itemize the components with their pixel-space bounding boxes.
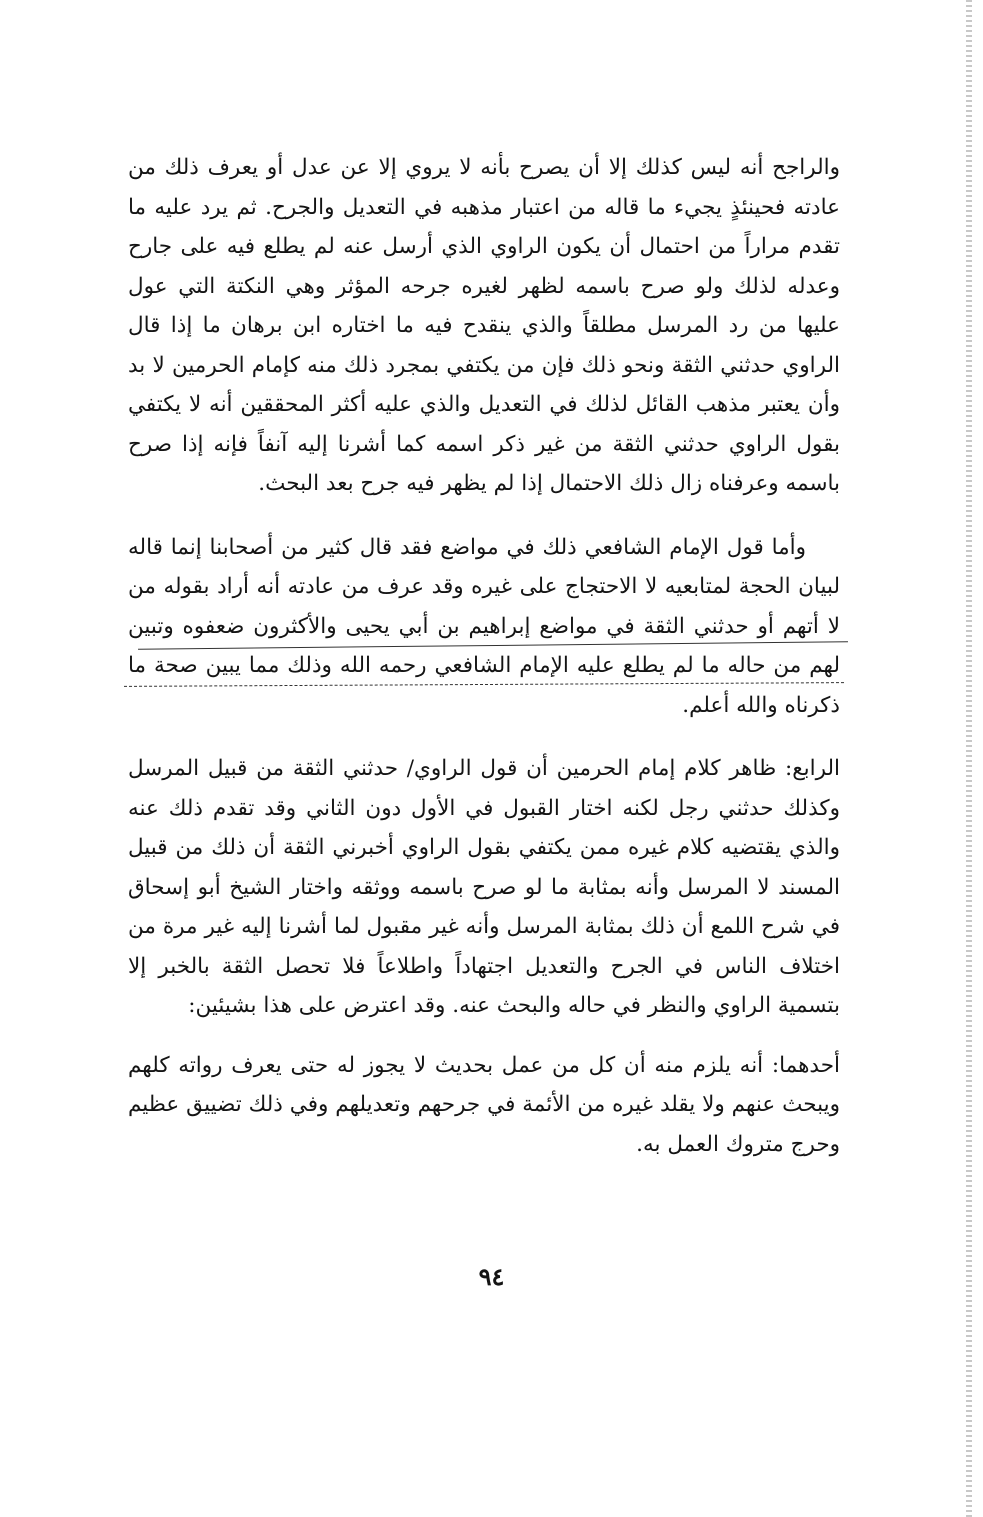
- paragraph-4-text: أحدهما: أنه يلزم منه أن كل من عمل بحديث لا يجوز له حتى يعرف رواته كلهم ويبحث عنهم ولا يقلد غيره من الأئمة في جرحهم وتعديلهم وفي ذلك تضييق عظيم وحرج متروك العمل به.: [128, 1052, 840, 1157]
- paragraph-3-text: الرابع: ظاهر كلام إمام الحرمين أن قول الراوي/ حدثني الثقة من قبيل المرسل وكذلك حدثني رجل لكنه اختار القبول في الأول دون الثاني وقد تقدم ذلك عنه والذي يقتضيه كلام غيره ممن يكتفي بقول الراوي أخبرني الثقة أن ذلك من قبيل المسند لا المرسل وأنه بمثابة ما لو صرح باسمه ووثقه واختار الشيخ أبو إسحاق في شرح اللمع أن ذلك بمثابة المرسل وأنه غير مقبول لما أشرنا إليه غير مرة من اختلاف الناس في الجرح والتعديل اجتهاداً واطلاعاً فلا تحصل الثقة بالخبر إلا بتسمية الراوي والنظر في حاله والبحث عنه. وقد اعترض على هذا بشيئين:: [128, 756, 841, 1018]
- paragraph-2: [128, 528, 840, 726]
- page-number: ٩٤: [478, 1262, 505, 1291]
- paragraph-1-text: والراجح أنه ليس كذلك إلا أن يصرح بأنه لا يروي إلا عن عدل أو يعرف ذلك من عادته فحينئذٍ يجيء ما قاله من اعتبار مذهبه في التعديل والجرح. ثم يرد عليه ما تقدم مراراً من احتمال أن يكون الراوي الذي أرسل عنه لم يطلع فيه على جارح وعدله لذلك ولو صرح باسمه لظهر لغيره جرحه المؤثر وهي النكتة التي عول عليها من رد المرسل مطلقاً والذي ينقدح فيه ما اختاره ابن برهان ما إذا قال الراوي حدثني الثقة ونحو ذلك فإن من يكتفي بمجرد ذلك منه كإمام الحرمين لا بد وأن يعتبر مذهب القائل لذلك في التعديل والذي عليه أكثر المحققين أنه لا يكتفي بقول الراوي حدثني الثقة من غير ذكر اسمه كما أشرنا إليه آنفاً فإنه إذا صرح باسمه وعرفناه زال ذلك الاحتمال إذا لم يظهر فيه جرح بعد البحث.: [128, 155, 840, 496]
- paragraph-3: [128, 749, 840, 1026]
- paragraph-2-text: وأما قول الإمام الشافعي ذلك في مواضع فقد قال كثير من أصحابنا إنما قاله لبيان الحجة لمتابعيه لا الاحتجاج على غيره وقد عرف من عادته أنه أراد بقوله من لا أتهم أو حدثني الثقة في مواضع إبراهيم بن أبي يحيى والأكثرون ضعفوه وتبين لهم من حاله ما لم يطلع عليه الإمام الشافعي رحمه الله وذلك مما يبين صحة ما ذكرناه والله أعلم.: [128, 534, 840, 718]
- paragraph-4: [128, 1046, 840, 1165]
- paragraph-1: [128, 148, 840, 504]
- body-text: [128, 148, 840, 1164]
